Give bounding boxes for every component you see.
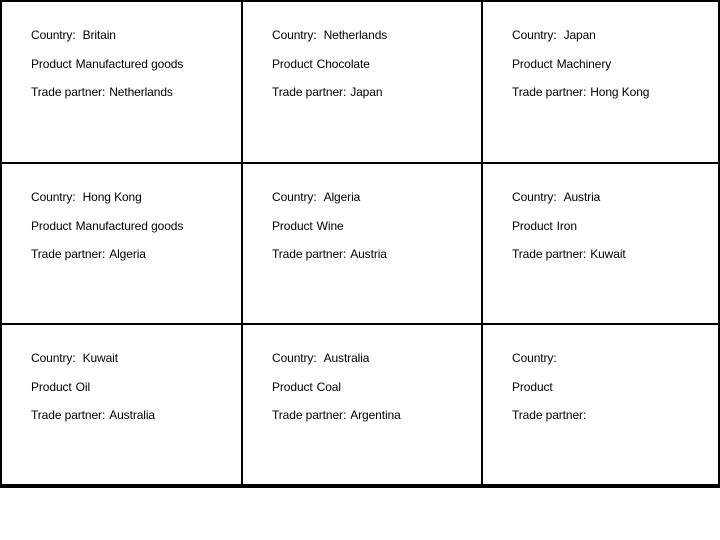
partner-label: Trade partner:: [512, 247, 587, 261]
partner-label: Trade partner:: [272, 408, 347, 422]
product-value: Wine: [316, 219, 344, 233]
country-label: Country:: [512, 28, 557, 42]
product-line: [31, 380, 90, 394]
partner-label: Trade partner:: [31, 408, 106, 422]
partner-line: [272, 85, 382, 99]
country-value: Netherlands: [323, 28, 388, 42]
product-label: Product: [31, 57, 72, 71]
product-value: Manufactured goods: [75, 219, 184, 233]
country-line: [512, 190, 600, 204]
partner-line: [31, 408, 155, 422]
trade-card: [2, 162, 241, 323]
product-value: Oil: [75, 380, 91, 394]
partner-label: Trade partner:: [31, 85, 106, 99]
product-label: Product: [512, 57, 553, 71]
country-label: Country:: [272, 190, 317, 204]
country-label: Country:: [31, 190, 76, 204]
product-label: Product: [31, 219, 72, 233]
trade-card: [481, 323, 718, 484]
product-value: Chocolate: [316, 57, 370, 71]
partner-label: Trade partner:: [512, 408, 587, 422]
country-label: Country:: [272, 351, 317, 365]
partner-value: Hong Kong: [590, 85, 650, 99]
country-label: Country:: [512, 351, 557, 365]
country-label: Country:: [31, 351, 76, 365]
product-line: [272, 219, 344, 233]
trade-card: [2, 323, 241, 484]
country-value: Australia: [323, 351, 370, 365]
trade-card: [241, 2, 481, 162]
partner-value: Netherlands: [109, 85, 173, 99]
product-line: [512, 57, 611, 71]
trade-card: [481, 2, 718, 162]
partner-value: Argentina: [350, 408, 401, 422]
country-line: [272, 351, 369, 365]
country-value: Algeria: [323, 190, 361, 204]
product-line: [272, 380, 341, 394]
partner-value: Austria: [350, 247, 387, 261]
product-value: Iron: [556, 219, 577, 233]
partner-label: Trade partner:: [272, 247, 347, 261]
product-value: Manufactured goods: [75, 57, 184, 71]
partner-line: [512, 247, 626, 261]
product-label: Product: [272, 380, 313, 394]
product-label: Product: [512, 219, 553, 233]
product-label: Product: [272, 57, 313, 71]
partner-line: [31, 85, 173, 99]
product-value: Machinery: [556, 57, 612, 71]
country-line: [31, 190, 142, 204]
country-value: Hong Kong: [82, 190, 142, 204]
country-value: Britain: [82, 28, 116, 42]
partner-line: [272, 247, 387, 261]
partner-line: [272, 408, 401, 422]
country-line: [272, 190, 360, 204]
partner-value: Japan: [350, 85, 383, 99]
partner-label: Trade partner:: [31, 247, 106, 261]
partner-value: Australia: [109, 408, 155, 422]
country-line: [512, 28, 596, 42]
partner-line: [31, 247, 146, 261]
partner-label: Trade partner:: [272, 85, 347, 99]
product-line: [512, 219, 577, 233]
country-value: Japan: [563, 28, 596, 42]
product-label: Product: [31, 380, 72, 394]
product-label: Product: [272, 219, 313, 233]
partner-line: [512, 408, 590, 422]
product-line: [512, 380, 557, 394]
trade-card: [241, 162, 481, 323]
country-value: Austria: [563, 190, 601, 204]
partner-label: Trade partner:: [512, 85, 587, 99]
country-line: [272, 28, 387, 42]
product-label: Product: [512, 380, 553, 394]
partner-line: [512, 85, 649, 99]
product-line: [31, 219, 183, 233]
partner-value: Algeria: [109, 247, 146, 261]
partner-value: Kuwait: [590, 247, 626, 261]
trade-card: [481, 162, 718, 323]
product-value: Coal: [316, 380, 341, 394]
product-line: [31, 57, 183, 71]
trade-card: [241, 323, 481, 484]
country-line: [512, 351, 564, 365]
country-label: Country:: [272, 28, 317, 42]
product-line: [272, 57, 370, 71]
country-value: Kuwait: [82, 351, 118, 365]
country-line: [31, 28, 116, 42]
country-label: Country:: [31, 28, 76, 42]
country-line: [31, 351, 118, 365]
trade-card: [2, 2, 241, 162]
country-label: Country:: [512, 190, 557, 204]
